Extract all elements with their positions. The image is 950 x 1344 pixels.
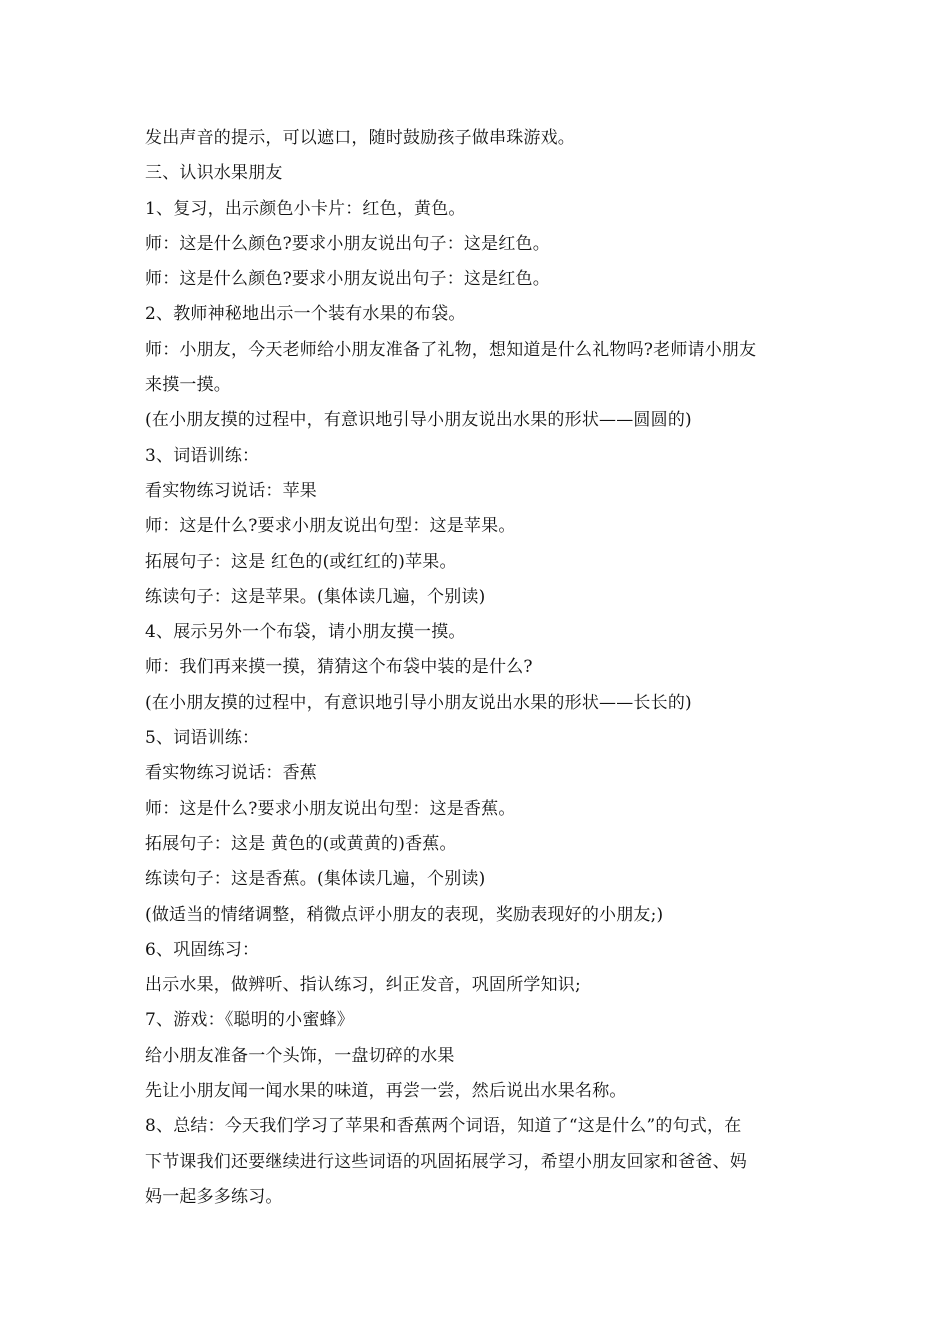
text-line: 4、展示另外一个布袋，请小朋友摸一摸。 [145, 622, 466, 643]
text-line: 2、教师神秘地出示一个装有水果的布袋。 [145, 304, 466, 325]
text-line: 6、巩固练习： [145, 939, 260, 960]
text-line: (在小朋友摸的过程中，有意识地引导小朋友说出水果的形状——长长的) [145, 692, 692, 713]
text-line: 看实物练习说话：香蕉 [145, 763, 317, 784]
text-line: 师：这是什么颜色?要求小朋友说出句子：这是红色。 [145, 233, 550, 254]
text-line: 师：这是什么?要求小朋友说出句型：这是苹果。 [145, 516, 516, 537]
section-heading: 三、认识水果朋友 [145, 163, 283, 184]
text-line: (在小朋友摸的过程中，有意识地引导小朋友说出水果的形状——圆圆的) [145, 410, 692, 431]
text-line: 师：这是什么颜色?要求小朋友说出句子：这是红色。 [145, 269, 550, 290]
text-line: 练读句子：这是苹果。(集体读几遍，个别读) [145, 586, 486, 607]
text-line: 出示水果，做辨听、指认练习，纠正发音，巩固所学知识; [145, 975, 581, 996]
text-line: 妈一起多多练习。 [145, 1186, 283, 1207]
text-line: 拓展句子：这是 红色的(或红红的)苹果。 [145, 551, 457, 572]
text-line: 先让小朋友闻一闻水果的味道，再尝一尝，然后说出水果名称。 [145, 1081, 627, 1102]
text-line: 3、词语训练： [145, 445, 260, 466]
text-line: 师：我们再来摸一摸，猜猜这个布袋中装的是什么? [145, 657, 533, 678]
text-line: 练读句子：这是香蕉。(集体读几遍，个别读) [145, 869, 486, 890]
text-line: 下节课我们还要继续进行这些词语的巩固拓展学习，希望小朋友回家和爸爸、妈 [145, 1151, 747, 1172]
text-line: 8、总结：今天我们学习了苹果和香蕉两个词语，知道了“这是什么”的句式，在 [145, 1116, 742, 1137]
text-line: 师：小朋友，今天老师给小朋友准备了礼物，想知道是什么礼物吗?老师请小朋友 [145, 339, 757, 360]
document-body [145, 121, 820, 1215]
text-line: 7、游戏：《聪明的小蜜蜂》 [145, 1010, 354, 1031]
text-line: 发出声音的提示，可以遮口，随时鼓励孩子做串珠游戏。 [145, 128, 575, 148]
text-line: 师：这是什么?要求小朋友说出句型：这是香蕉。 [145, 798, 516, 819]
text-line: 拓展句子：这是 黄色的(或黄黄的)香蕉。 [145, 833, 457, 854]
text-line: 给小朋友准备一个头饰，一盘切碎的水果 [145, 1045, 455, 1066]
text-line: 5、词语训练： [145, 728, 260, 749]
text-line: (做适当的情绪调整，稍微点评小朋友的表现，奖励表现好的小朋友;) [145, 904, 664, 925]
text-line: 看实物练习说话：苹果 [145, 480, 317, 501]
text-line: 1、复习，出示颜色小卡片：红色，黄色。 [145, 198, 466, 219]
text-line: 来摸一摸。 [145, 375, 231, 396]
